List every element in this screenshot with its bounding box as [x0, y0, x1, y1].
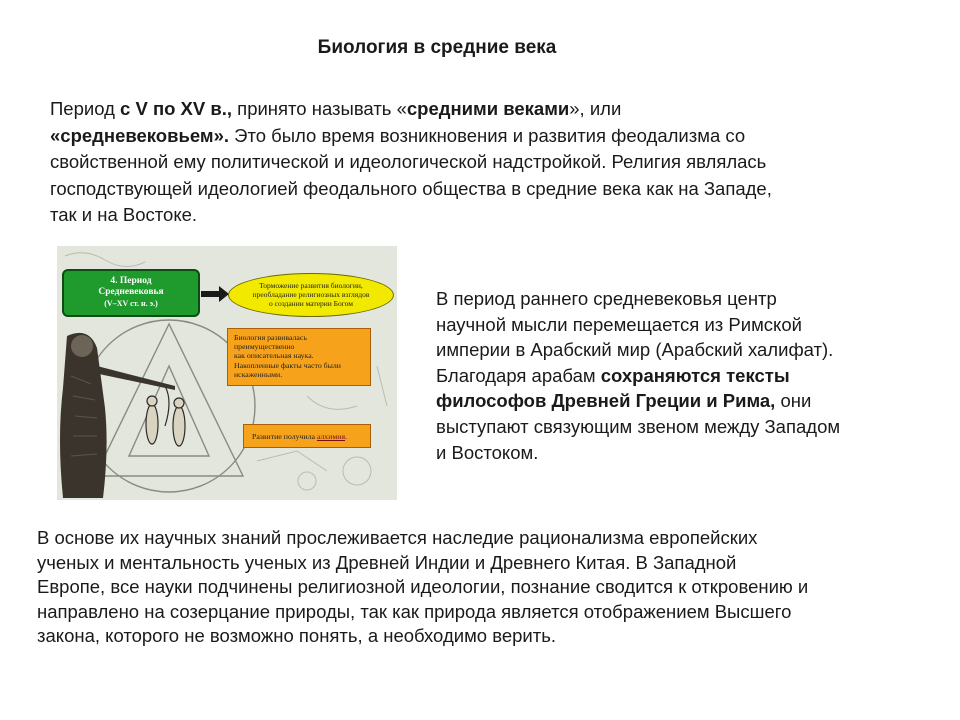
descriptive-science-box: Биология развивалась преимущественно как описательная наука. Накопленные факты часто были искаженными. — [227, 328, 371, 386]
period-box: 4. Период Средневековья (V–XV ст. н. э.) — [62, 269, 200, 317]
arab-world-paragraph: В период раннего средневековья центр научной мысли перемещается из Римской империи в Арабский мир (Арабский халифат). Благодаря арабам сохраняются тексты философов Древней Греции и Рима, они выступают связующим звеном между Западом и Востоком. — [436, 288, 841, 463]
arrow-right-icon — [201, 286, 229, 302]
intro-paragraph: Период с V по XV в., принято называть «средними веками», или «средневековьем». Это было время возникновения и развития феодализма со свойственной ему политической и идеологической надстройкой. Религия являлась господствующей идеологией феодального общества в средние века как на Западе, так и на Востоке. — [50, 98, 772, 225]
alchemy-box: Развитие получила алхимия. — [243, 424, 371, 448]
middle-ages-diagram-image — [57, 246, 397, 500]
slide-title: Биология в средние века — [317, 37, 557, 58]
stagnation-oval: Торможение развития биологии, преобладание религиозных взглядов о создании материи Богом — [228, 273, 394, 317]
conclusion-paragraph: В основе их научных знаний прослеживается наследие рационализма европейских ученых и ментальность ученых из Древней Индии и Древнего Китая. В Западной Европе, все науки подчинены религиозной идеологии, познание сводится к откровению и направлено на созерцание природы, так как природа является отображением Высшего закона, которого не возможно понять, а необходимо верить. — [37, 527, 809, 646]
